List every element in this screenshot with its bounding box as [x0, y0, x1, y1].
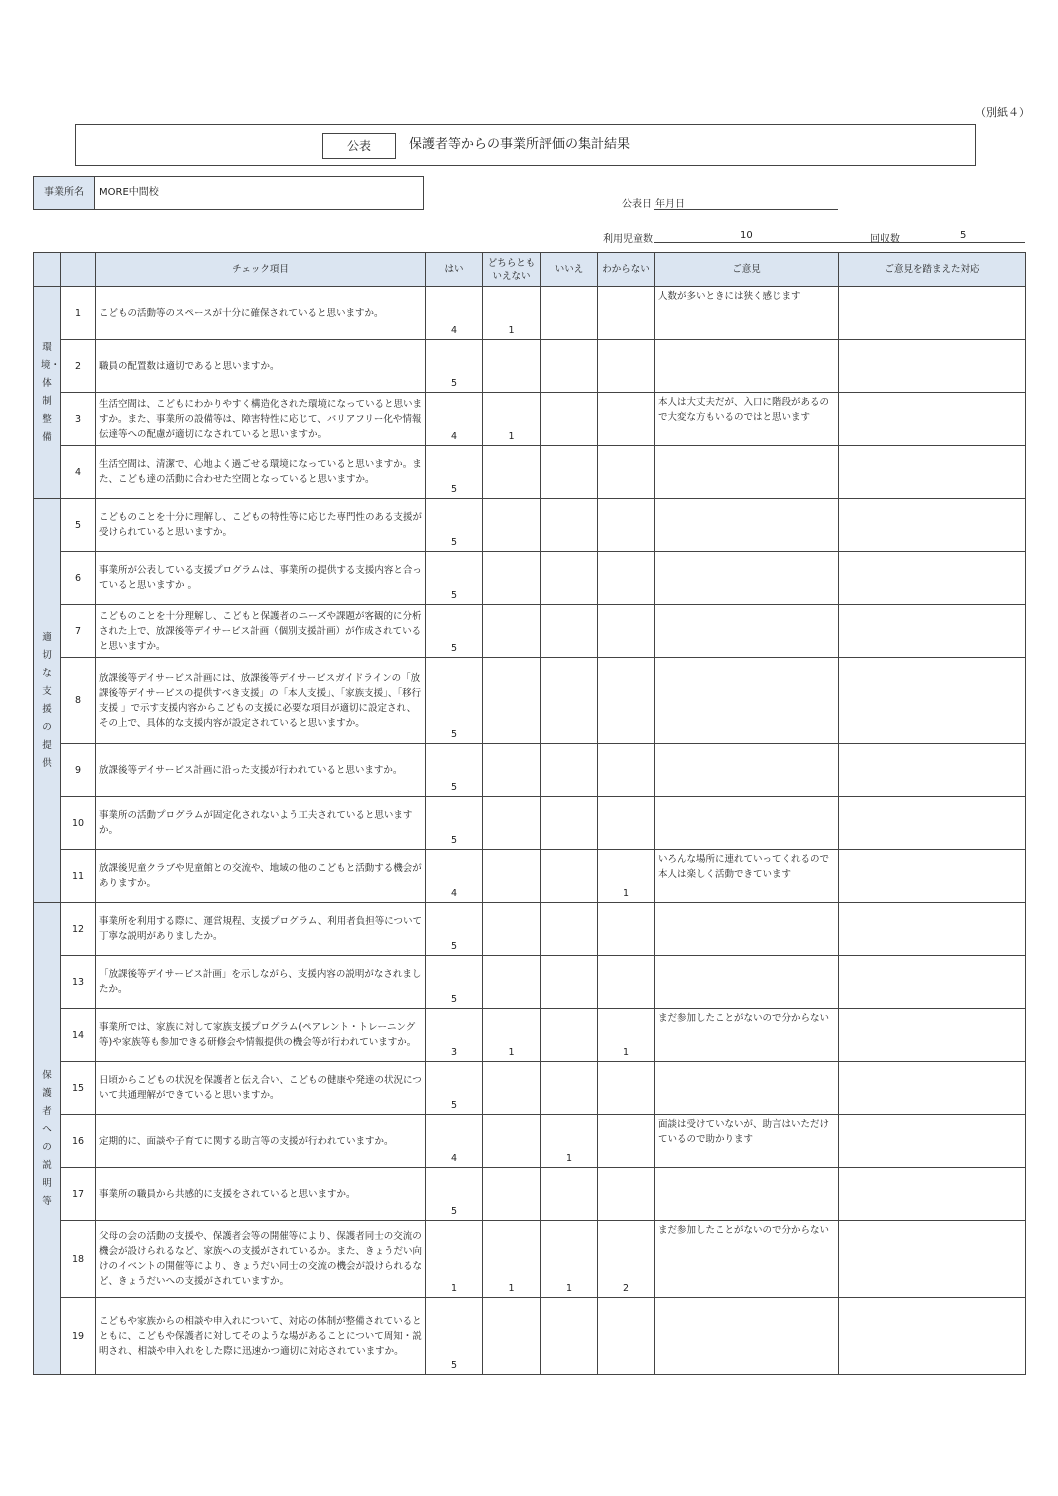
response-text — [839, 1062, 1026, 1115]
count-unknown — [598, 1298, 655, 1375]
response-text — [839, 552, 1026, 605]
count-yes: 5 — [426, 340, 483, 393]
header-row — [34, 253, 1026, 287]
opinion-text: まだ参加したことがないので分からない — [655, 1009, 839, 1062]
count-neither — [483, 1062, 541, 1115]
count-unknown — [598, 499, 655, 552]
category-cell — [34, 287, 61, 499]
count-yes: 5 — [426, 1168, 483, 1221]
count-neither — [483, 850, 541, 903]
count-neither — [483, 1115, 541, 1168]
count-no — [541, 1298, 598, 1375]
count-no — [541, 903, 598, 956]
table-body — [34, 287, 1026, 1375]
table-row — [34, 499, 1026, 552]
opinion-text — [655, 903, 839, 956]
count-yes: 4 — [426, 1115, 483, 1168]
count-no: 1 — [541, 1115, 598, 1168]
opinion-text — [655, 797, 839, 850]
table-row — [34, 744, 1026, 797]
opinion-text — [655, 744, 839, 797]
count-no — [541, 605, 598, 658]
publication-date-label: 公表日 — [622, 199, 652, 210]
counts-underline — [654, 242, 1025, 243]
count-yes: 1 — [426, 1221, 483, 1298]
user-count-label: 利用児童数 — [603, 234, 653, 245]
row-number: 6 — [61, 552, 96, 605]
page-title: 保護者等からの事業所評価の集計結果 — [409, 137, 631, 152]
row-number: 9 — [61, 744, 96, 797]
check-item-text: 事業所が公表している支援プログラムは、事業所の提供する支援内容と合っていると思いますか 。 — [96, 552, 426, 605]
opinion-text: まだ参加したことがないので分からない — [655, 1221, 839, 1298]
count-no — [541, 287, 598, 340]
table-row — [34, 552, 1026, 605]
response-text — [839, 797, 1026, 850]
count-no — [541, 1062, 598, 1115]
response-text — [839, 956, 1026, 1009]
row-number: 10 — [61, 797, 96, 850]
response-text — [839, 1168, 1026, 1221]
count-yes: 5 — [426, 1062, 483, 1115]
header-opinion: ご意見 — [655, 253, 839, 287]
check-item-text: 放課後等デイサービス計画に沿った支援が行われていると思いますか。 — [96, 744, 426, 797]
table-row — [34, 1298, 1026, 1375]
check-item-text: 放課後等デイサービス計画には、放課後等デイサービスガイドラインの「放課後等デイサービスの提供すべき支援」の「本人支援」、「家族支援」、「移行支援 」で示す支援内容からこどもの支援に必要な項目が適切に設定され、その上で、具体的な支援内容が設定されていると思いますか。 — [96, 658, 426, 744]
table-row — [34, 393, 1026, 446]
check-item-text: 定期的に、面談や子育てに関する助言等の支援が行われていますか。 — [96, 1115, 426, 1168]
row-number: 5 — [61, 499, 96, 552]
count-neither — [483, 658, 541, 744]
count-no — [541, 552, 598, 605]
row-number: 17 — [61, 1168, 96, 1221]
response-text — [839, 850, 1026, 903]
response-text — [839, 1115, 1026, 1168]
count-unknown: 1 — [598, 1009, 655, 1062]
office-name: MORE中間校 — [99, 187, 159, 198]
check-item-text: 生活空間は、こどもにわかりやすく構造化された環境になっていると思いますか。また、事業所の設備等は、障害特性に応じて、バリアフリー化や情報伝達等への配慮が適切になされていると思いますか。 — [96, 393, 426, 446]
count-unknown — [598, 1168, 655, 1221]
count-neither — [483, 499, 541, 552]
count-neither — [483, 744, 541, 797]
header-number-cell — [61, 253, 96, 287]
count-neither: 1 — [483, 393, 541, 446]
count-unknown: 2 — [598, 1221, 655, 1298]
category-label: 保護者への説明等 — [42, 1069, 52, 1207]
response-text — [839, 1298, 1026, 1375]
user-count-value: 10 — [740, 230, 753, 241]
count-unknown — [598, 1115, 655, 1168]
response-count-label: 回収数 — [870, 234, 900, 245]
row-number: 8 — [61, 658, 96, 744]
count-no — [541, 1009, 598, 1062]
header-neither: どちらとも いえない — [483, 253, 541, 287]
count-no — [541, 850, 598, 903]
count-no — [541, 393, 598, 446]
count-no — [541, 1168, 598, 1221]
evaluation-table — [33, 252, 1026, 1375]
opinion-text: いろんな場所に連れていってくれるので本人は楽しく活動できています — [655, 850, 839, 903]
publication-date-value: 年月日 — [655, 199, 685, 210]
opinion-text: 人数が多いときには狭く感じます — [655, 287, 839, 340]
row-number: 12 — [61, 903, 96, 956]
count-yes: 5 — [426, 605, 483, 658]
response-text — [839, 287, 1026, 340]
count-unknown — [598, 956, 655, 1009]
table-row — [34, 340, 1026, 393]
count-unknown — [598, 552, 655, 605]
count-unknown — [598, 340, 655, 393]
response-text — [839, 1009, 1026, 1062]
response-text — [839, 658, 1026, 744]
count-neither — [483, 1298, 541, 1375]
count-no — [541, 956, 598, 1009]
count-yes: 5 — [426, 797, 483, 850]
response-text — [839, 903, 1026, 956]
check-item-text: 父母の会の活動の支援や、保護者会等の開催等により、保護者同士の交流の機会が設けられるなど、家族への支援がされているか。また、きょうだい向けのイベントの開催等により、きょうだい同士の交流の機会が設けられるなど、きょうだいへの支援がされていますか。 — [96, 1221, 426, 1298]
row-number: 14 — [61, 1009, 96, 1062]
check-item-text: こどものことを十分に理解し、こどもの特性等に応じた専門性のある支援が受けられていると思いますか。 — [96, 499, 426, 552]
count-neither — [483, 797, 541, 850]
check-item-text: 「放課後等デイサービス計画」を示しながら、支援内容の説明がなされましたか。 — [96, 956, 426, 1009]
opinion-text — [655, 605, 839, 658]
count-neither: 1 — [483, 1009, 541, 1062]
table-row — [34, 1009, 1026, 1062]
opinion-text — [655, 340, 839, 393]
count-unknown — [598, 605, 655, 658]
header-unknown: わからない — [598, 253, 655, 287]
table-row — [34, 446, 1026, 499]
count-unknown: 1 — [598, 850, 655, 903]
count-yes: 5 — [426, 446, 483, 499]
count-yes: 5 — [426, 956, 483, 1009]
count-yes: 4 — [426, 393, 483, 446]
header-check-item: チェック項目 — [96, 253, 426, 287]
count-yes: 5 — [426, 499, 483, 552]
response-text — [839, 499, 1026, 552]
table-row — [34, 850, 1026, 903]
count-neither — [483, 340, 541, 393]
count-yes: 4 — [426, 287, 483, 340]
opinion-text: 本人は大丈夫だが、入口に階段があるので大変な方もいるのではと思います — [655, 393, 839, 446]
check-item-text: こどものことを十分理解し、こどもと保護者のニーズや課題が客観的に分析された上で、放課後等デイサービス計画（個別支援計画）が作成されていると思いますか。 — [96, 605, 426, 658]
count-neither: 1 — [483, 287, 541, 340]
count-yes: 3 — [426, 1009, 483, 1062]
count-no — [541, 797, 598, 850]
opinion-text — [655, 499, 839, 552]
count-no — [541, 744, 598, 797]
publication-date-underline — [654, 209, 838, 210]
response-text — [839, 744, 1026, 797]
check-item-text: 事業所の活動プログラムが固定化されないよう工夫されていると思いますか。 — [96, 797, 426, 850]
check-item-text: 職員の配置数は適切であると思いますか。 — [96, 340, 426, 393]
count-no — [541, 446, 598, 499]
check-item-text: 事業所を利用する際に、運営規程、支援プログラム、利用者負担等について丁寧な説明がありましたか。 — [96, 903, 426, 956]
count-unknown — [598, 446, 655, 499]
table-row — [34, 287, 1026, 340]
count-yes: 5 — [426, 658, 483, 744]
count-yes: 5 — [426, 744, 483, 797]
category-cell — [34, 499, 61, 903]
opinion-text — [655, 552, 839, 605]
opinion-text — [655, 1168, 839, 1221]
row-number: 11 — [61, 850, 96, 903]
response-text — [839, 446, 1026, 499]
count-neither — [483, 956, 541, 1009]
count-neither — [483, 903, 541, 956]
row-number: 18 — [61, 1221, 96, 1298]
row-number: 4 — [61, 446, 96, 499]
header-category-cell — [34, 253, 61, 287]
response-text — [839, 605, 1026, 658]
category-label: 適切な支援の提供 — [42, 631, 52, 769]
opinion-text — [655, 446, 839, 499]
office-box — [33, 176, 424, 210]
row-number: 15 — [61, 1062, 96, 1115]
table-row — [34, 1062, 1026, 1115]
row-number: 7 — [61, 605, 96, 658]
check-item-text: 事業所では、家族に対して家族支援プログラム(ペアレント・トレーニング等)や家族等も参加できる研修会や情報提供の機会等が行われていますか。 — [96, 1009, 426, 1062]
row-number: 19 — [61, 1298, 96, 1375]
count-yes: 4 — [426, 850, 483, 903]
check-item-text: 生活空間は、清潔で、心地よく過ごせる環境になっていると思いますか。また、こども達の活動に合わせた空間となっていると思いますか。 — [96, 446, 426, 499]
annex-label: （別紙４） — [975, 106, 1030, 119]
count-unknown — [598, 903, 655, 956]
check-item-text: 日頃からこどもの状況を保護者と伝え合い、こどもの健康や発達の状況について共通理解ができていると思いますか。 — [96, 1062, 426, 1115]
table-row — [34, 658, 1026, 744]
table-row — [34, 956, 1026, 1009]
response-text — [839, 393, 1026, 446]
row-number: 16 — [61, 1115, 96, 1168]
count-no — [541, 658, 598, 744]
opinion-text — [655, 956, 839, 1009]
check-item-text: こどもの活動等のスペースが十分に確保されていると思いますか。 — [96, 287, 426, 340]
header-response: ご意見を踏まえた対応 — [839, 253, 1026, 287]
response-text — [839, 340, 1026, 393]
count-yes: 5 — [426, 552, 483, 605]
row-number: 13 — [61, 956, 96, 1009]
count-unknown — [598, 287, 655, 340]
office-label: 事業所名 — [34, 177, 95, 209]
row-number: 1 — [61, 287, 96, 340]
count-unknown — [598, 797, 655, 850]
opinion-text — [655, 1298, 839, 1375]
category-cell — [34, 903, 61, 1375]
count-unknown — [598, 393, 655, 446]
count-neither — [483, 552, 541, 605]
check-item-text: 放課後児童クラブや児童館との交流や、地域の他のこどもと活動する機会がありますか。 — [96, 850, 426, 903]
count-unknown — [598, 1062, 655, 1115]
count-yes: 5 — [426, 1298, 483, 1375]
count-no — [541, 499, 598, 552]
table-row — [34, 797, 1026, 850]
count-unknown — [598, 658, 655, 744]
check-item-text: こどもや家族からの相談や申入れについて、対応の体制が整備されているとともに、こどもや保護者に対してそのような場があることについて周知・説明され、相談や申入れをした際に迅速かつ適切に対応されていますか。 — [96, 1298, 426, 1375]
table-row — [34, 1168, 1026, 1221]
opinion-text — [655, 1062, 839, 1115]
header-no: いいえ — [541, 253, 598, 287]
count-neither: 1 — [483, 1221, 541, 1298]
publication-tag: 公表 — [322, 133, 396, 159]
count-neither — [483, 1168, 541, 1221]
table-row — [34, 1115, 1026, 1168]
row-number: 2 — [61, 340, 96, 393]
header-yes: はい — [426, 253, 483, 287]
count-neither — [483, 605, 541, 658]
check-item-text: 事業所の職員から共感的に支援をされていると思いますか。 — [96, 1168, 426, 1221]
count-unknown — [598, 744, 655, 797]
row-number: 3 — [61, 393, 96, 446]
category-label: 環境・体制整備 — [41, 341, 61, 443]
count-yes: 5 — [426, 903, 483, 956]
opinion-text: 面談は受けていないが、助言はいただけているので助かります — [655, 1115, 839, 1168]
count-neither — [483, 446, 541, 499]
count-no: 1 — [541, 1221, 598, 1298]
response-count-value: 5 — [960, 230, 967, 241]
response-text — [839, 1221, 1026, 1298]
table-row — [34, 903, 1026, 956]
table-row — [34, 1221, 1026, 1298]
opinion-text — [655, 658, 839, 744]
count-no — [541, 340, 598, 393]
title-box — [75, 124, 976, 166]
table-row — [34, 605, 1026, 658]
